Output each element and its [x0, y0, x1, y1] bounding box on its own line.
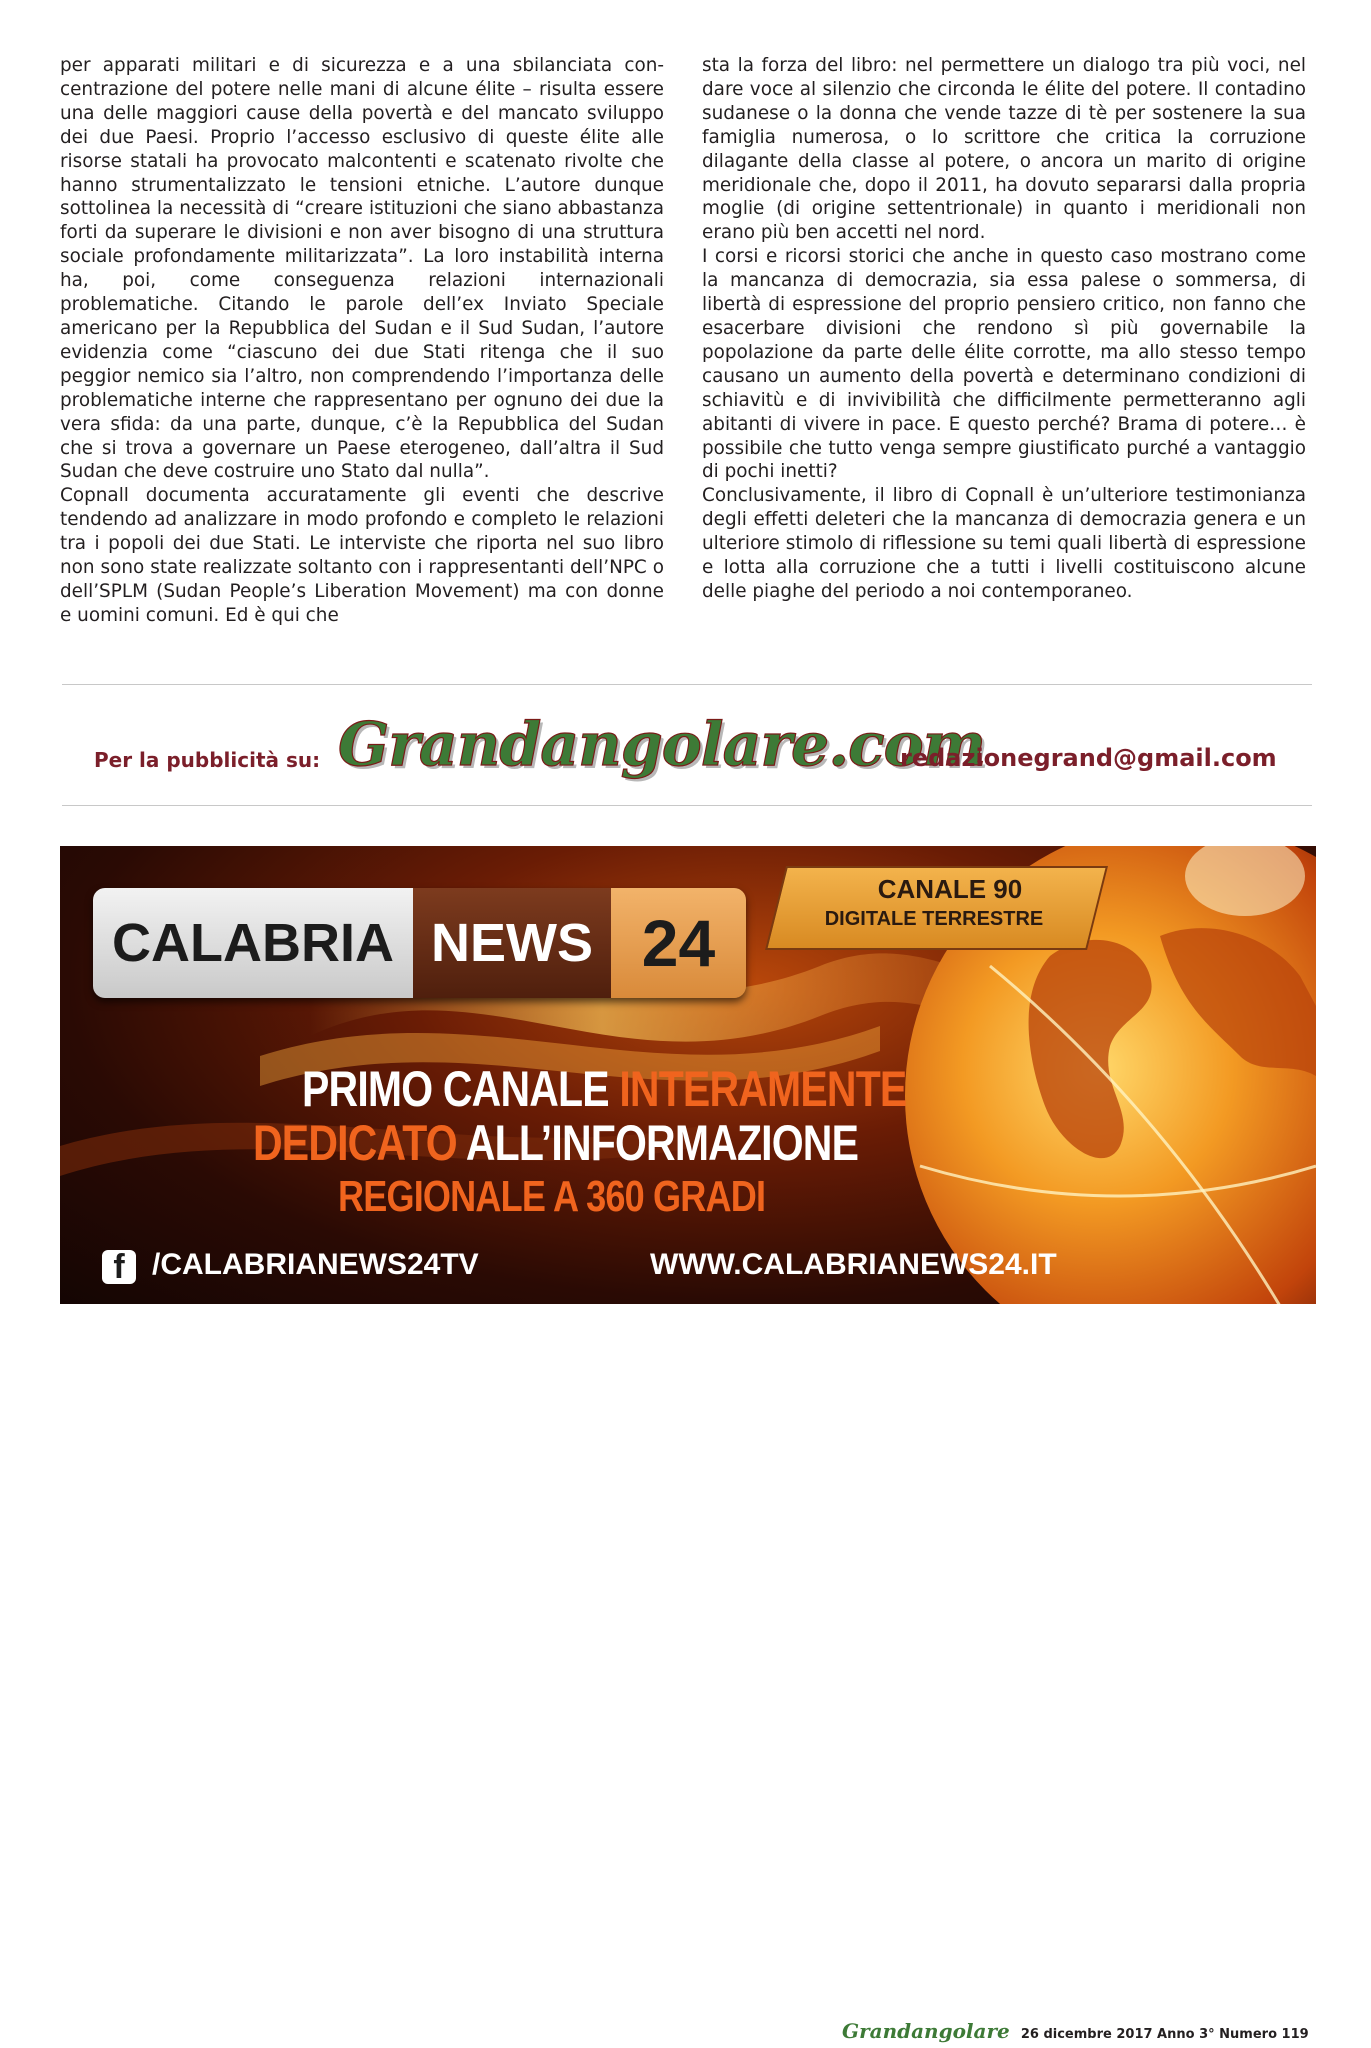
article-paragraph: Conclusivamente, il libro di Copnall è un’ulteriore testimonianza degli effetti deleteri che la mancanza di democrazia genera e un ulteriore stimolo di riflessione su temi quali libertà di espressione e lotta alla corruzione che a tutti i livelli costituiscono alcune delle piaghe del periodo a noi contemporaneo. — [702, 485, 1306, 602]
article-paragraph: I corsi e ricorsi storici che anche in questo caso mostrano come la mancanza di democrazia, sia essa palese o sommersa, di libertà di espressione del proprio pensiero critico, non fanno che esacerbare divisioni che rendono sì più governabile la popolazione da parte delle élite corrotte, ma allo stesso tempo causano un aumento della povertà e determinano condizioni di schiavitù e di invivibilità che difficilmente permetteranno agli abitanti di vivere in pace. E questo perché? Brama di potere… è possibile che tutto venga sempre giustificato purché a vantaggio di pochi inetti? — [702, 246, 1306, 483]
channel-number: CANALE 90 — [877, 874, 1023, 904]
brand-part-calabria: CALABRIA — [93, 888, 413, 998]
channel-type: DIGITALE TERRESTRE — [824, 908, 1044, 930]
footer-logo: Grandangolare — [842, 2019, 1010, 2043]
brand-logo-box — [93, 888, 746, 998]
brand-part-24: 24 — [611, 888, 746, 998]
grandangolare-logo[interactable]: Grandangolare.com — [338, 710, 986, 780]
footer-issue-info: 26 dicembre 2017 Anno 3° Numero 119 — [1020, 2027, 1309, 2042]
claim-text-white: ALL’INFORMAZIONE — [465, 1115, 859, 1171]
brand-part-news: NEWS — [413, 888, 611, 998]
article-paragraph: sta la forza del libro: nel permettere un dialogo tra più voci, nel dare voce al silenzio che circonda le élite del potere. Il contadino sudanese o la donna che vende tazze di tè per sostenere la sua famiglia numerosa, o lo scrittore che critica la corruzione dilagante della classe al potere, o ancora un marito di origine meridionale che, dopo il 2011, ha dovuto separarsi dalla propria moglie (di origine settentrionale) in quanto i meridionali non erano più ben accetti nel nord. — [702, 55, 1306, 244]
divider-bottom — [62, 805, 1312, 806]
claim-line-3 — [338, 1170, 765, 1224]
article-column-left — [60, 54, 664, 628]
website-link[interactable]: WWW.CALABRIANEWS24.IT — [650, 1248, 1057, 1281]
article-column-right — [702, 54, 1306, 604]
article-paragraph: per apparati militari e di sicurezza e a una sbilanciata concentrazione del potere nelle mani di alcune élite – risulta essere una delle maggiori cause della povertà e del mancato sviluppo dei due Paesi. Proprio l’accesso esclusivo di queste élite alle risorse statali ha provocato malcontenti e scatenato rivolte che hanno strumentalizzato le tensioni etniche. L’autore dunque sottolinea la necessità di “creare istituzioni che siano abbastanza forti da superare le divisioni e non aver bisogno di una struttura sociale profondamente militarizzata”. La loro instabilità interna ha, poi, come conseguenza relazioni internazionali problematiche. Citando le parole dell’ex Inviato Speciale americano per la Repubblica del Sudan e il Sud Sudan, l’autore evidenzia come “ciascuno dei due Stati ritenga che il suo peggior nemico sia l’altro, non comprendendo l’importanza delle problematiche interne che rappresentano per ognuno dei due la vera sfida: da una parte, dunque, c’è la Repubblica del Sudan che si trova a governare un Paese eterogeneo, dall’altra il Sud Sudan che deve costruire uno Stato dal nulla”. — [60, 55, 664, 483]
article-paragraph: Copnall documenta accuratamente gli eventi che descrive tendendo ad analizzare in modo profondo e completo le relazioni tra i popoli dei due Stati. Le interviste che riporta nel suo libro non sono state realizzate soltanto con i rappresentanti dell’NPC o dell’SPLM (Sudan People’s Liberation Movement) ma con donne e uomini comuni. Ed è qui che — [60, 485, 664, 626]
claim-line-1 — [302, 1062, 906, 1116]
promo-label: Per la pubblicità su: — [94, 748, 321, 772]
promo-email-link[interactable]: redazionegrand@gmail.com — [900, 744, 1277, 772]
claim-text-orange: DEDICATO — [253, 1115, 457, 1171]
claim-text-white: PRIMO CANALE — [302, 1061, 609, 1117]
facebook-handle-link[interactable]: /CALABRIANEWS24TV — [152, 1248, 479, 1281]
facebook-icon[interactable]: f — [102, 1250, 136, 1284]
page-footer — [842, 2019, 1309, 2043]
claim-line-2 — [253, 1116, 858, 1170]
claim-text-orange: INTERAMENTE — [619, 1061, 907, 1117]
divider-top — [62, 684, 1312, 685]
calabria-news-banner[interactable] — [60, 846, 1316, 1304]
claim-text-orange: REGIONALE A 360 GRADI — [338, 1172, 766, 1221]
